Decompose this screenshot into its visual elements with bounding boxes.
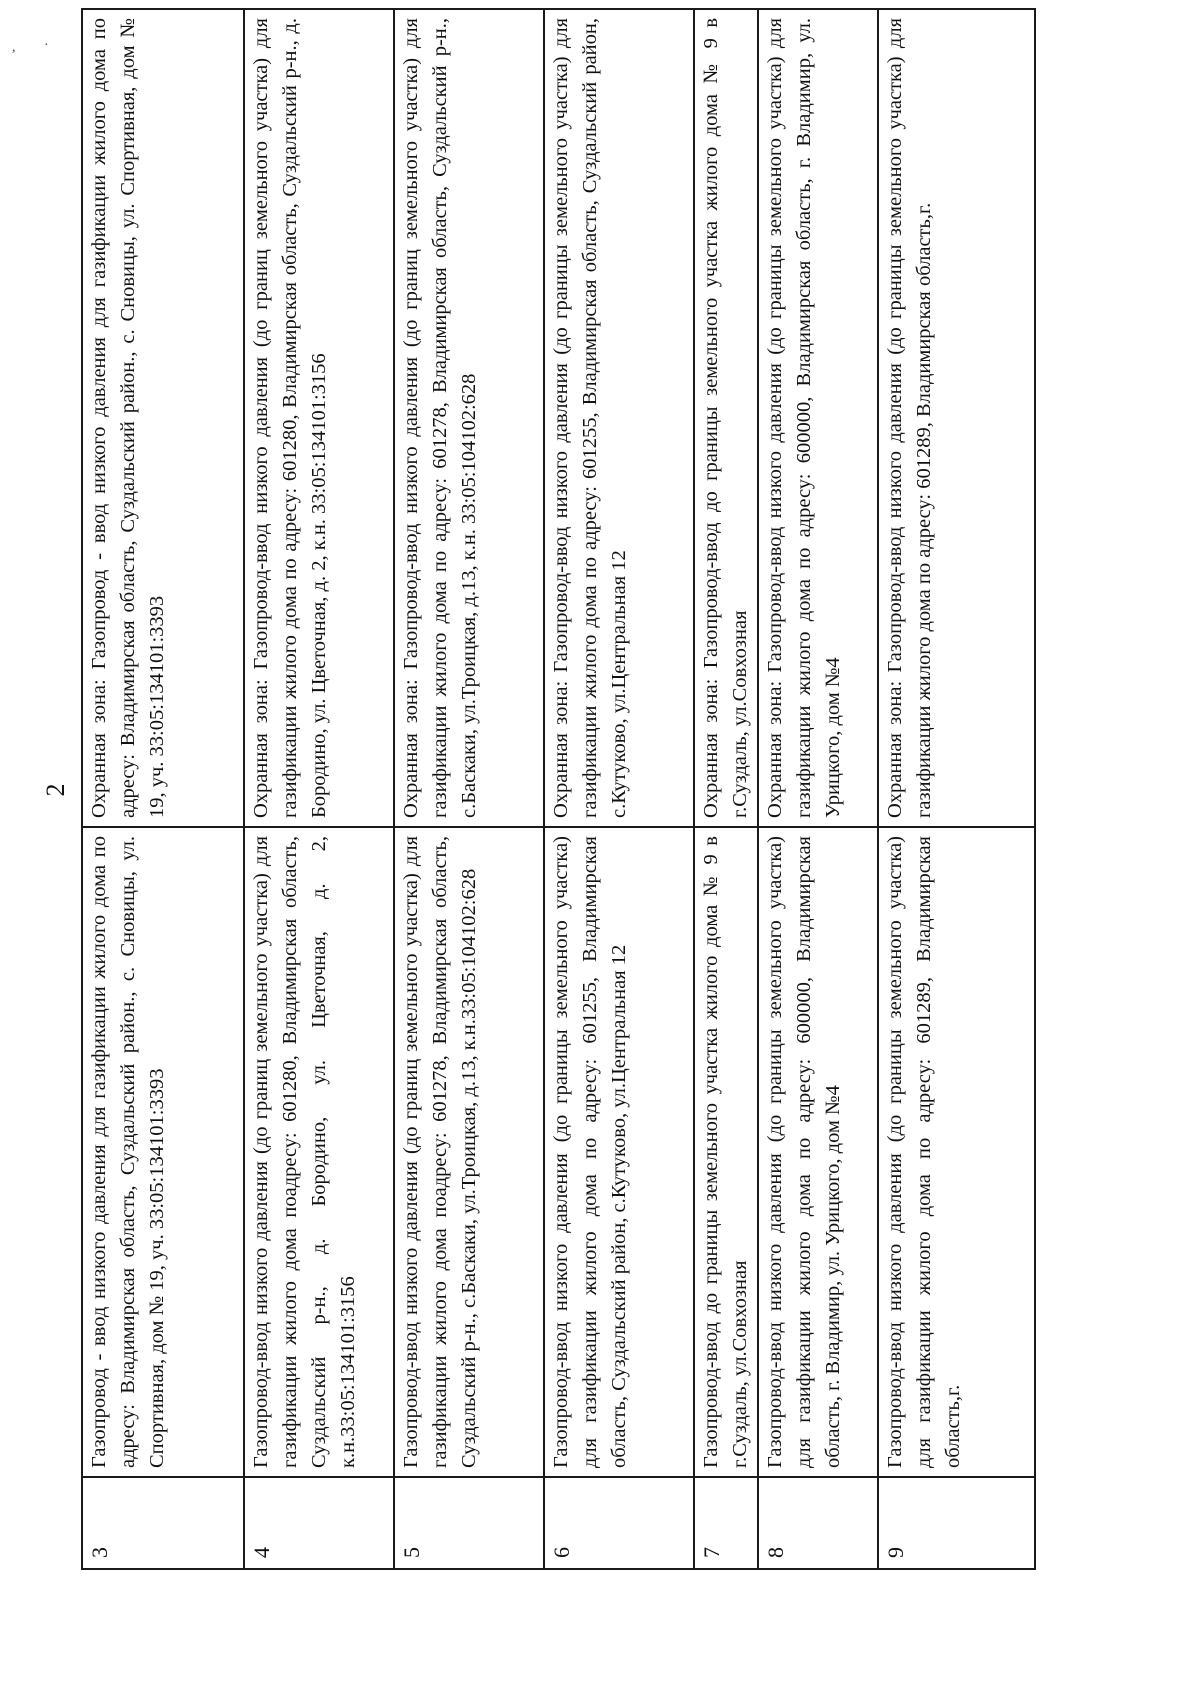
protection-zone-description: Охранная зона: Газопровод-ввод низкого давления (до границы земельного участка) для газификации жилого дома по адресу: 601289, Владимирская область,г. xyxy=(878,9,1035,827)
row-number: 5 xyxy=(394,1477,544,1569)
row-number: 6 xyxy=(544,1477,694,1569)
table-row xyxy=(82,9,244,1569)
protection-zone-description: Охранная зона: Газопровод-ввод низкого давления (до границ земельного участка) для газификации жилого дома по адресу: 601278, Владимирская область, Суздальский р-н., с.Баскаки, ул.Троицкая, д.13, к.н. 33:05:104102:628 xyxy=(394,9,544,827)
object-description: Газопровод-ввод низкого давления (до границы земельного участка) для газификации жилого дома по адресу: 601255, Владимирская область, Суздальский район, с.Кутуково, ул.Центральная 12 xyxy=(544,827,694,1477)
page-number: 2 xyxy=(41,783,70,797)
protection-zone-description: Охранная зона: Газопровод-ввод до границы земельного участка жилого дома № 9 в г.Суздаль, ул.Совхозная xyxy=(694,9,758,827)
protection-zone-description: Охранная зона: Газопровод-ввод низкого давления (до границы земельного участка) для газификации жилого дома по адресу: 600000, Владимирская область, г. Владимир, ул. Урицкого, дом №4 xyxy=(758,9,878,827)
object-description: Газопровод - ввод низкого давления для газификации жилого дома по адресу: Владимирская область, Суздальский район., с. Сновицы, ул. Спортивная, дом № 19, уч. 33:05:134101:3393 xyxy=(82,827,244,1477)
row-number: 9 xyxy=(878,1477,1035,1569)
table-row xyxy=(394,9,544,1569)
object-description: Газопровод-ввод низкого давления (до границы земельного участка) для газификации жилого дома по адресу: 600000, Владимирская область, г. Владимир, ул. Урицкого, дом №4 xyxy=(758,827,878,1477)
object-description: Газопровод-ввод до границы земельного участка жилого дома № 9 в г.Суздаль, ул.Совхозная xyxy=(694,827,758,1477)
table-row xyxy=(244,9,394,1569)
row-number: 7 xyxy=(694,1477,758,1569)
object-description: Газопровод-ввод низкого давления (до границ земельного участка) для газификации жилого дома поадресу: 601278, Владимирская область, Суздальский р-н., с.Баскаки, ул.Троицкая, д.13, к.н.33:05:104102:628 xyxy=(394,827,544,1477)
protection-zone-description: Охранная зона: Газопровод-ввод низкого давления (до границ земельного участка) для газификации жилого дома по адресу: 601280, Владимирская область, Суздальский р-н., д. Бородино, ул. Цветочная, д. 2, к.н. 33:05:134101:3156 xyxy=(244,9,394,827)
table-row xyxy=(878,9,1035,1569)
table-row xyxy=(758,9,878,1569)
scan-speck: · xyxy=(44,38,49,53)
object-description: Газопровод-ввод низкого давления (до границы земельного участка) для газификации жилого дома по адресу: 601289, Владимирская область,г. xyxy=(878,827,1035,1477)
object-description: Газопровод-ввод низкого давления (до границ земельного участка) для газификации жилого дома поадресу: 601280, Владимирская область, Суздальский р-н., д. Бородино, ул. Цветочная, д. 2, к.н.33:05:134101:3156 xyxy=(244,827,394,1477)
table-row xyxy=(694,9,758,1569)
rotated-document-page xyxy=(36,10,1036,1570)
protection-zone-description: Охранная зона: Газопровод - ввод низкого давления для газификации жилого дома по адресу: Владимирская область, Суздальский район., с. Сновицы, ул. Спортивная, дом № 19, уч. 33:05:134101:3393 xyxy=(82,9,244,827)
row-number: 3 xyxy=(82,1477,244,1569)
row-number: 8 xyxy=(758,1477,878,1569)
gas-pipeline-table xyxy=(81,8,1036,1570)
scan-speck: , xyxy=(12,40,16,55)
protection-zone-description: Охранная зона: Газопровод-ввод низкого давления (до границы земельного участка) для газификации жилого дома по адресу: 601255, Владимирская область, Суздальский район, с.Кутуково, ул.Центральная 12 xyxy=(544,9,694,827)
row-number: 4 xyxy=(244,1477,394,1569)
table-row xyxy=(544,9,694,1569)
